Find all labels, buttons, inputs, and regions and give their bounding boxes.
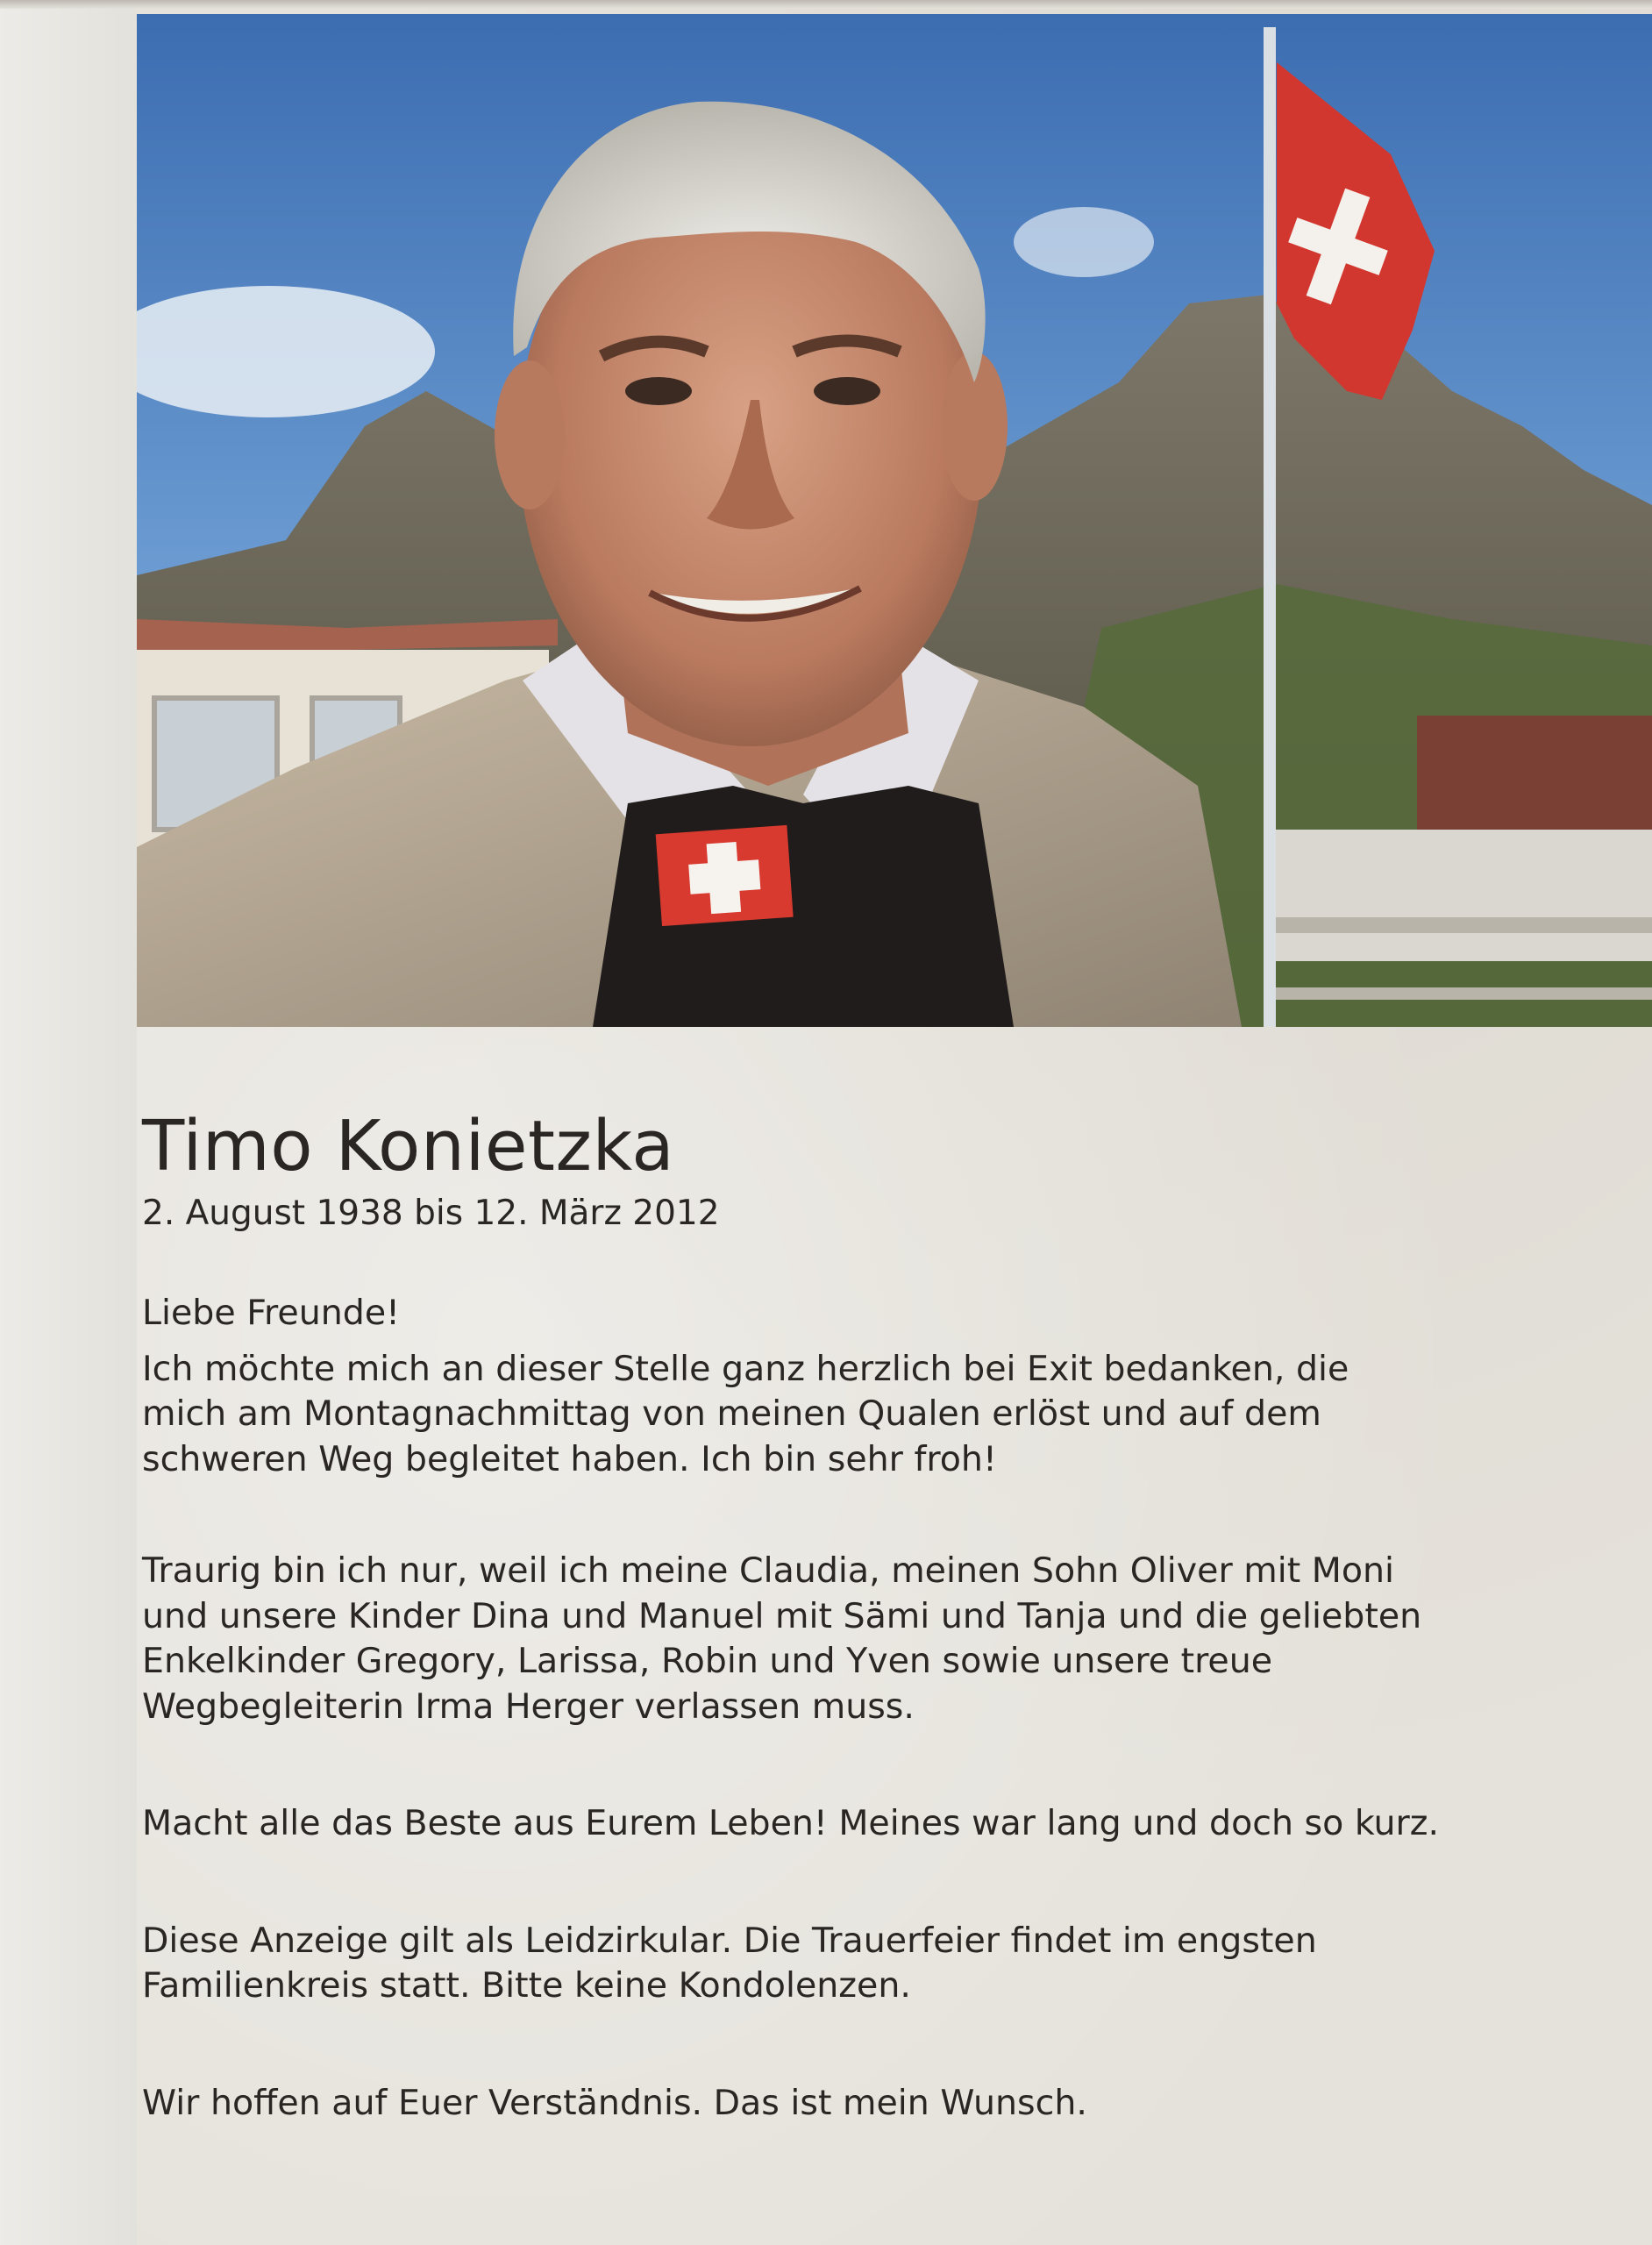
obituary-text (142, 1107, 1440, 2126)
deceased-name: Timo Konietzka (142, 1106, 675, 1187)
paragraph-wish: Wir hoffen auf Euer Verständnis. Das ist mein Wunsch. (142, 2082, 1087, 2123)
life-dates: 2. August 1938 bis 12. März 2012 (142, 1194, 720, 1233)
paragraph-family: Traurig bin ich nur, weil ich meine Claudia, meinen Sohn Oliver mit Moni und unsere Kinder Dina und Manuel mit Sämi und Tanja und die geliebten Enkelkinder Gregory, Larissa, Robin und Yven sowie unsere treue Wegbegleiterin Irma Herger verlassen muss. (142, 1550, 1422, 1727)
portrait-photo (137, 14, 1652, 1027)
top-rule (0, 0, 1652, 9)
paragraph-notice: Diese Anzeige gilt als Leidzirkular. Die Trauerfeier findet im engsten Familienkreis statt. Bitte keine Kondolenzen. (142, 1920, 1317, 2006)
page-margin (0, 0, 137, 2245)
paragraph-thanks: Ich möchte mich an dieser Stelle ganz herzlich bei Exit bedanken, die mich am Montagnachmittag von meinen Qualen erlöst und auf dem schweren Weg begleitet haben. Ich bin sehr froh! (142, 1348, 1349, 1479)
paragraph-life: Macht alle das Beste aus Eurem Leben! Meines war lang und doch so kurz. (142, 1803, 1440, 1843)
greeting: Liebe Freunde! (142, 1293, 401, 1333)
